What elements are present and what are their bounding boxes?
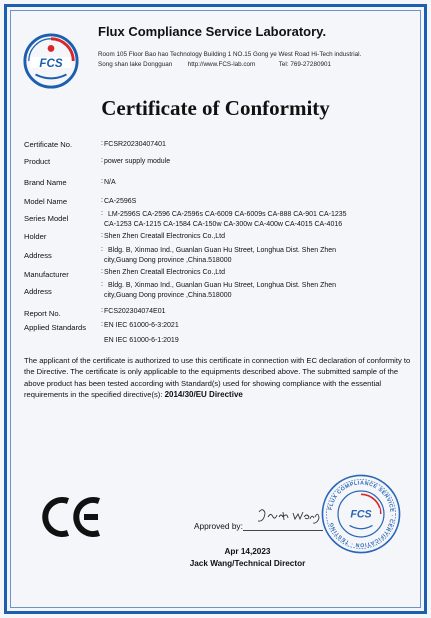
report-no-value: FCS202304074E01 [104, 308, 166, 315]
seal-ring-text: FLUX COMPLIANCE SERVICE · CERTIFICATION · TESTING [327, 480, 395, 548]
brand-value: N/A [104, 179, 116, 186]
product-value: power supply module [104, 158, 171, 165]
logo-text: FCS [39, 56, 63, 70]
standard-1: EN IEC 61000-6-3:2021 [104, 322, 179, 329]
model-value: CA-2596S [104, 198, 137, 205]
ce-mark-text: CE [42, 496, 44, 497]
approved-by-label: Approved by: [194, 521, 243, 531]
model-label: Model Name [24, 197, 68, 206]
separator: : [101, 268, 103, 275]
standard-2: EN IEC 61000-6-1:2019 [104, 337, 179, 344]
cert-no-label: Certificate No. [24, 140, 73, 149]
product-label: Product [24, 157, 51, 166]
telephone: Tel: 769-27280901 [278, 61, 331, 68]
separator: : [101, 321, 103, 328]
statement-text: The applicant of the certificate is authorized to use this certificate in connection with EC declaration of conformity to the Directive. The certificate is only applicable to the equipments described above. The submitted sample of the above product has been tested according with Standard(s) used for showing compliance with the essential requirements in the specified directive(s): [24, 356, 411, 400]
brand-label: Brand Name [24, 178, 67, 187]
holder-value: Shen Zhen Creatall Electronics Co.,Ltd [104, 233, 226, 240]
holder-address-line-1: Bldg. B, Xinmao Ind., Guanlan Guan Hu Street, Longhua Dist. Shen Zhen [108, 247, 337, 254]
separator: : [101, 178, 103, 185]
manufacturer-address-label: Address [24, 287, 52, 296]
directive: 2014/30/EU Directive [164, 390, 243, 400]
fcs-seal-icon [320, 473, 402, 555]
holder-label: Holder [24, 232, 47, 241]
series-value-line-2: CA-1253 CA-1215 CA-1584 CA-150w CA-300w CA-400w CA-4015 CA-4016 [104, 221, 343, 228]
separator: : [101, 281, 103, 288]
holder-address-line-2: city,Guang Dong province ,China.518000 [104, 257, 232, 264]
company-name: Flux Compliance Service Laboratory. [98, 24, 327, 39]
address-city: Song shan lake Dongguan [98, 61, 173, 68]
address-line-2 [98, 61, 331, 68]
separator: : [101, 157, 103, 164]
series-value-line-1: LM-2596S CA-2596 CA-2596s CA-6009 CA-6009s CA-888 CA-901 CA-1235 [108, 211, 347, 218]
seal-center-text: FCS [350, 508, 372, 521]
separator: : [101, 307, 103, 314]
address-line-1: Room 105 Floor Bao hao Technology Building 1 NO.15 Gong ye West Road Hi-Tech industrial. [98, 51, 362, 58]
series-label: Series Model [24, 214, 69, 223]
approval-date: Apr 14,2023 [224, 547, 271, 556]
signature-line [243, 530, 323, 531]
cert-no-value: FCSR20230407401 [104, 141, 166, 148]
ce-mark-icon [42, 496, 104, 538]
manufacturer-address-line-2: city,Guang Dong province ,China.518000 [104, 292, 232, 299]
signer-title: Jack Wang/Technical Director [189, 559, 306, 568]
separator: : [101, 232, 103, 239]
report-no-label: Report No. [24, 309, 61, 318]
signature-icon [253, 503, 323, 529]
separator: : [101, 246, 103, 253]
fcs-logo-icon [22, 32, 80, 90]
certificate-title: Certificate of Conformity [101, 96, 330, 120]
separator: : [101, 197, 103, 204]
manufacturer-address-line-1: Bldg. B, Xinmao Ind., Guanlan Guan Hu Street, Longhua Dist. Shen Zhen [108, 282, 337, 289]
separator: : [101, 140, 103, 147]
manufacturer-label: Manufacturer [24, 270, 69, 279]
separator: : [101, 210, 103, 217]
standards-label: Applied Standards [24, 323, 87, 332]
holder-address-label: Address [24, 251, 52, 260]
website-link[interactable]: http://www.FCS-lab.com [187, 61, 256, 68]
manufacturer-value: Shen Zhen Creatall Electronics Co.,Ltd [104, 269, 226, 276]
conformity-statement [24, 355, 414, 401]
